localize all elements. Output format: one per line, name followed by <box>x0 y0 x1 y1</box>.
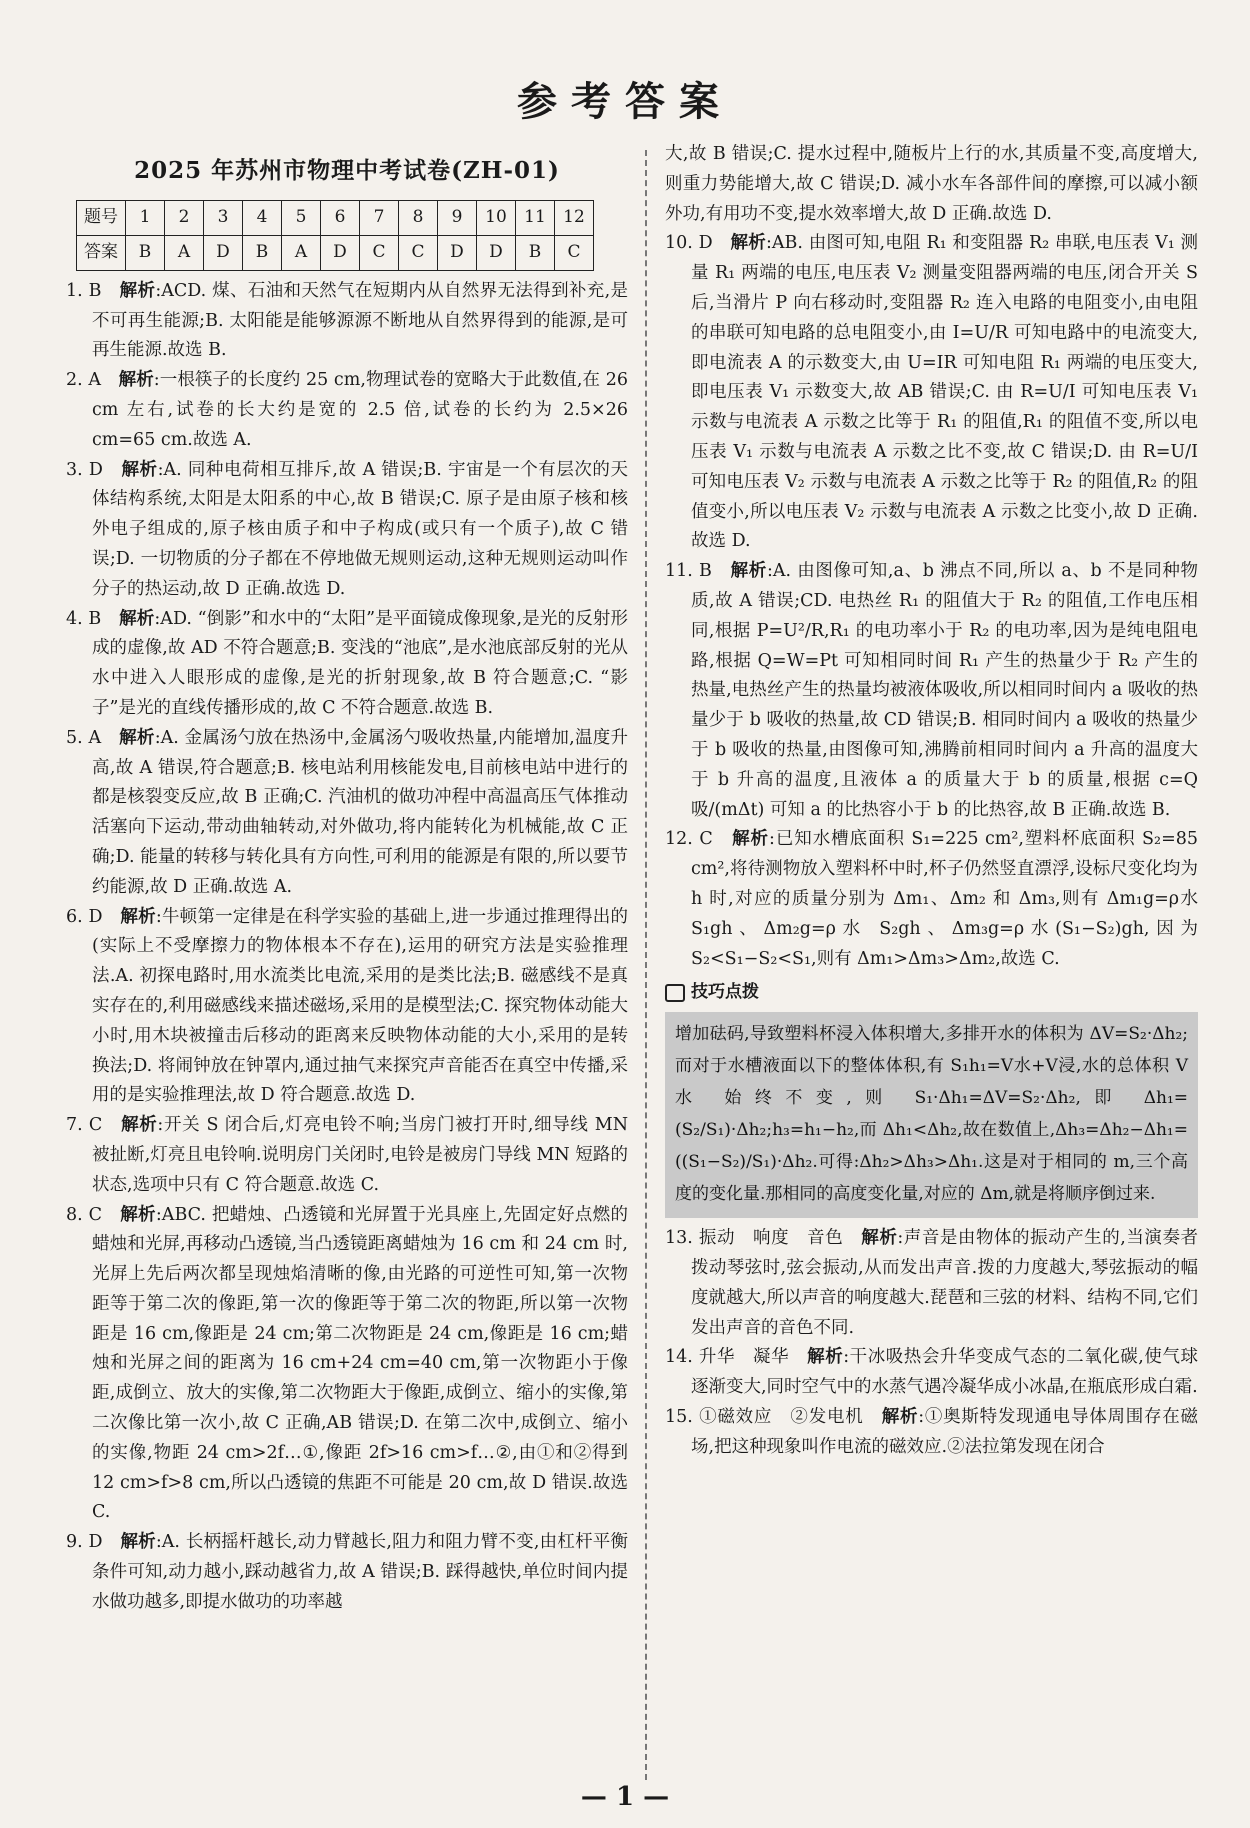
solution-number: 10. D <box>665 233 731 254</box>
answer-table-answer-cell: C <box>360 235 399 270</box>
solution-text: :①奥斯特发现通电导体周围存在磁场,把这种现象叫作电流的磁效应.②法拉第发现在闭合 <box>691 1406 1198 1457</box>
solution-label: 解析 <box>121 1115 158 1136</box>
solution-text: :A. 长柄摇杆越长,动力臂越长,阻力和阻力臂不变,由杠杆平衡条件可知,动力越小,踩动越省力,故 A 错误;B. 踩得越快,单位时间内提水做功越多,即提水做功的功率越 <box>92 1532 628 1612</box>
tip-box: 增加砝码,导致塑料杯浸入体积增大,多排开水的体积为 ΔV=S₂·Δh₂;而对于水槽液面以下的整体体积,有 S₁h₁=V水+V浸,水的总体积 V水 始终不变,则 S₁·Δh₁=ΔV=S₂·Δh₂,即 Δh₁=(S₂/S₁)·Δh₂;h₃=h₁−h₂,而 Δh₁<Δh₂,故在数值上,Δh₃=Δh₂−Δh₁=((S₁−S₂)/S₁)·Δh₂.可得:Δh₂>Δh₃>Δh₁.这是对于相同的 m,三个高度的变化量.那相同的高度变化量,对应的 Δm,就是将顺序倒过来. <box>665 1012 1198 1218</box>
answer-table-answer-cell: C <box>399 235 438 270</box>
solution-item <box>66 366 628 455</box>
answer-table-answer-cell: D <box>438 235 477 270</box>
solution-label: 解析 <box>730 233 766 254</box>
solution-item <box>66 456 628 605</box>
solution-number: 9. D <box>66 1532 121 1553</box>
solution-number: 11. B <box>665 561 731 582</box>
page-title: 参考答案 <box>517 78 733 125</box>
continued-solution: 大,故 B 错误;C. 提水过程中,随板片上行的水,其质量不变,高度增大,则重力势能增大,故 C 错误;D. 减小水车各部件间的摩擦,可以减小额外功,有用功不变,提水效率增大,故 D 正确.故选 D. <box>665 144 1198 224</box>
answer-table-answer-cell: D <box>477 235 516 270</box>
right-solutions <box>665 229 1198 974</box>
solution-text: :A. 同种电荷相互排斥,故 A 错误;B. 宇宙是一个有层次的天体结构系统,太阳是太阳系的中心,故 B 错误;C. 原子是由原子核和核外电子组成的,原子核由质子和中子构成(或只有一个质子),故 C 错误;D. 一切物质的分子都在不停地做无规则运动,这种无规则运动叫作分子的热运动,故 D 正确.故选 D. <box>92 459 628 599</box>
solution-number: 7. C <box>66 1115 122 1136</box>
solution-number: 13. 振动 响度 音色 <box>665 1228 862 1249</box>
answer-table-number-cell: 4 <box>243 200 282 235</box>
answer-table-number-cell: 5 <box>282 200 321 235</box>
solution-label: 解析 <box>120 906 156 927</box>
right-column <box>665 140 1198 1462</box>
solution-number: 8. C <box>66 1204 121 1225</box>
answer-table-number-cell: 1 <box>126 200 165 235</box>
exam-title: 2025 年苏州市物理中考试卷(ZH-01) <box>134 157 560 184</box>
solution-text: :AB. 由图可知,电阻 R₁ 和变阻器 R₂ 串联,电压表 V₁ 测量 R₁ 两端的电压,电压表 V₂ 测量变阻器两端的电压,闭合开关 S 后,当滑片 P 向右移动时,变阻器 R₂ 连入电路的电阻变小,由电阻的串联可知电路的总电阻变小,由 I=U/R 可知电路中的电流变大,即电流表 A 的示数变大,由 U=IR 可知电阻 R₁ 两端的电压变大,即电压表 V₁ 示数变大,故 AB 错误;C. 由 R=U/I 可知电压表 V₁ 示数与电流表 A 示数之比等于 R₁ 的阻值,R₁ 的阻值不变,所以电压表 V₁ 示数与电流表 A 示数之比不变,故 C 错误;D. 由 R=U/I 可知电压表 V₂ 示数与电流表 A 示数之比等于 R₂ 的阻值,R₂ 的阻值变小,所以电压表 V₂ 示数与电流表 A 示数之比变小,故 D 正确.故选 D. <box>691 233 1198 552</box>
solution-label: 解析 <box>119 280 156 301</box>
answer-table-answer-cell: D <box>321 235 360 270</box>
solution-number: 2. A <box>66 370 119 391</box>
solution-item <box>66 724 628 903</box>
answer-table-answer-cell: A <box>165 235 204 270</box>
column-divider <box>645 150 647 1780</box>
solution-label: 解析 <box>120 1204 156 1225</box>
tip-heading-label: 技巧点拨 <box>691 982 759 1003</box>
answer-table-answer-row <box>77 235 594 270</box>
answer-table-answer-cell: A <box>282 235 321 270</box>
solution-label: 解析 <box>732 829 769 850</box>
solution-number: 12. C <box>665 829 733 850</box>
solution-number: 4. B <box>66 608 120 629</box>
answer-table-answer-cell: D <box>204 235 243 270</box>
solution-item <box>66 1528 628 1617</box>
solution-item <box>665 557 1198 825</box>
solution-item <box>665 1224 1198 1343</box>
answer-table-number-cell: 7 <box>360 200 399 235</box>
answer-table-answer-cell: C <box>555 235 594 270</box>
answer-table-number-cell: 8 <box>399 200 438 235</box>
solution-item <box>665 1403 1198 1463</box>
left-solutions <box>66 277 628 1618</box>
solution-text: :已知水槽底面积 S₁=225 cm²,塑料杯底面积 S₂=85 cm²,将待测物放入塑料杯中时,杯子仍然竖直漂浮,设标尺变化均为 h 时,对应的质量分别为 Δm₁、Δm₂ 和 Δm₃,则有 Δm₁g=ρ水S₁gh、Δm₂g=ρ水 S₂gh、Δm₃g=ρ水(S₁−S₂)gh,因为 S₂<S₁−S₂<S₁,则有 Δm₁>Δm₃>Δm₂,故选 C. <box>691 829 1198 969</box>
solution-item <box>66 1201 628 1529</box>
solution-label: 解析 <box>121 459 158 480</box>
answer-table-answer-cell: B <box>243 235 282 270</box>
solution-label: 解析 <box>881 1406 919 1427</box>
answer-table-number-cell: 9 <box>438 200 477 235</box>
page-number: — 1 — <box>580 1782 670 1812</box>
left-column <box>66 140 628 1618</box>
solution-text: :A. 由图像可知,a、b 沸点不同,所以 a、b 不是同种物质,故 A 错误;CD. 电热丝 R₁ 的阻值大于 R₂ 的阻值,工作电压相同,根据 P=U²/R,R₁ 的电功率小于 R₂ 的电功率,因为是纯电阻电路,根据 Q=W=Pt 可知相同时间 R₁ 产生的热量少于 R₂ 产生的热量,电热丝产生的热量均被液体吸收,所以相同时间内 a 吸收的热量少于 b 吸收的热量,故 CD 错误;B. 相同时间内 a 吸收的热量少于 b 吸收的热量,由图像可知,沸腾前相同时间内 a 升高的温度大于 b 升高的温度,且液体 a 的质量大于 b 的质量,根据 c=Q吸/(mΔt) 可知 a 的比热容小于 b 的比热容,故 B 正确.故选 B. <box>691 561 1198 820</box>
answer-table-number-cell: 12 <box>555 200 594 235</box>
solution-item <box>665 229 1198 557</box>
solution-text: :ABC. 把蜡烛、凸透镜和光屏置于光具座上,先固定好点燃的蜡烛和光屏,再移动凸透镜,当凸透镜距离蜡烛为 16 cm 和 24 cm 时,光屏上先后两次都呈现烛焰清晰的像,由光路的可逆性可知,第一次物距等于第二次的像距,第一次的像距等于第二次的物距,所以第一次物距是 16 cm,像距是 24 cm;第二次物距是 24 cm,像距是 16 cm;蜡烛和光屏之间的距离为 16 cm+24 cm=40 cm,第一次物距小于像距,成倒立、放大的实像,第二次物距大于像距,成倒立、缩小的实像,第二次像比第一次小,故 C 正确,AB 错误;D. 在第二次中,成倒立、缩小的实像,物距 24 cm>2f…①,像距 2f>16 cm>f…②,由①和②得到 12 cm>f>8 cm,所以凸透镜的焦距不可能是 20 cm,故 D 错误.故选 C. <box>92 1204 628 1523</box>
solution-label: 解析 <box>119 608 155 629</box>
answer-table-number-cell: 3 <box>204 200 243 235</box>
answer-table-header-label: 题号 <box>77 200 126 235</box>
solution-text: :开关 S 闭合后,灯亮电铃不响;当房门被打开时,细导线 MN 被扯断,灯亮且电铃响.说明房门关闭时,电铃是被房门导线 MN 短路的状态,选项中只有 C 符合题意.故选 C. <box>92 1115 629 1195</box>
solution-item <box>66 605 628 724</box>
solution-text: :声音是由物体的振动产生的,当演奏者拨动琴弦时,弦会振动,从而发出声音.拨的力度越大,琴弦振动的幅度就越大,所以声音的响度越大.琵琶和三弦的材料、结构不同,它们发出声音的音色不同. <box>691 1228 1198 1338</box>
solution-text: :ACD. 煤、石油和天然气在短期内从自然界无法得到补充,是不可再生能源;B. 太阳能是能够源源不断地从自然界得到的能源,是可再生能源.故选 B. <box>92 280 628 361</box>
tip-hand-icon <box>665 984 685 1002</box>
answer-table-answer-cell: B <box>126 235 165 270</box>
solution-label: 解析 <box>119 727 155 748</box>
tip-heading <box>665 978 1198 1008</box>
solution-text: :干冰吸热会升华变成气态的二氧化碳,使气球逐渐变大,同时空气中的水蒸气遇冷凝华成小冰晶,在瓶底形成白霜. <box>691 1347 1198 1398</box>
solution-number: 15. ①磁效应 ②发电机 <box>665 1406 882 1427</box>
solution-item <box>665 825 1198 974</box>
answer-table-answer-label: 答案 <box>77 235 126 270</box>
solution-item <box>66 277 628 366</box>
answer-table-number-cell: 6 <box>321 200 360 235</box>
solution-number: 3. D <box>66 459 122 480</box>
solution-number: 5. A <box>66 727 120 748</box>
solution-label: 解析 <box>730 561 767 582</box>
answer-table-number-cell: 2 <box>165 200 204 235</box>
solution-text: :牛顿第一定律是在科学实验的基础上,进一步通过推理得出的(实际上不受摩擦力的物体根本不存在),运用的研究方法是实验推理法.A. 初探电路时,用水流类比电流,采用的是类比法;B. 磁感线不是真实存在的,利用磁感线来描述磁场,采用的是模型法;C. 探究物体动能大小时,用木块被撞击后移动的距离来反映物体动能的大小,采用的是转换法;D. 将闹钟放在钟罩内,通过抽气来探究声音能否在真空中传播,采用的是实验推理法,故 D 符合题意.故选 D. <box>92 906 628 1106</box>
solution-number: 1. B <box>66 280 120 301</box>
answer-table-number-cell: 11 <box>516 200 555 235</box>
solution-label: 解析 <box>861 1228 898 1249</box>
solution-label: 解析 <box>118 370 154 391</box>
solution-item <box>66 903 628 1112</box>
solution-label: 解析 <box>120 1532 156 1553</box>
solution-text: :AD. “倒影”和水中的“太阳”是平面镜成像现象,是光的反射形成的虚像,故 AD 不符合题意;B. 变浅的“池底”,是水池底部反射的光从水中进入人眼形成的虚像,是光的折射现象,故 B 符合题意;C. “影子”是光的直线传播形成的,故 C 不符合题意.故选 B. <box>92 608 628 718</box>
solution-text: :A. 金属汤勺放在热汤中,金属汤勺吸收热量,内能增加,温度升高,故 A 错误,符合题意;B. 核电站利用核能发电,目前核电站中进行的都是核裂变反应,故 B 正确;C. 汽油机的做功冲程中高温高压气体推动活塞向下运动,带动曲轴转动,对外做功,将内能转化为机械能,故 C 正确;D. 能量的转移与转化具有方向性,可利用的能源是有限的,所以要节约能源,故 D 正确.故选 A. <box>92 727 628 897</box>
answer-table <box>76 200 594 271</box>
solution-item <box>66 1111 628 1200</box>
right-solutions-fill <box>665 1224 1198 1462</box>
solution-item <box>665 1343 1198 1403</box>
solution-number: 14. 升华 凝华 <box>665 1347 808 1368</box>
solution-number: 6. D <box>66 906 121 927</box>
answer-table-number-cell: 10 <box>477 200 516 235</box>
answer-table-answer-cell: B <box>516 235 555 270</box>
solution-text: :一根筷子的长度约 25 cm,物理试卷的宽略大于此数值,在 26 cm 左右,试卷的长大约是宽的 2.5 倍,试卷的长约为 2.5×26 cm=65 cm.故选 A. <box>92 370 629 450</box>
solution-label: 解析 <box>807 1347 844 1368</box>
answer-table-number-row <box>77 200 594 235</box>
